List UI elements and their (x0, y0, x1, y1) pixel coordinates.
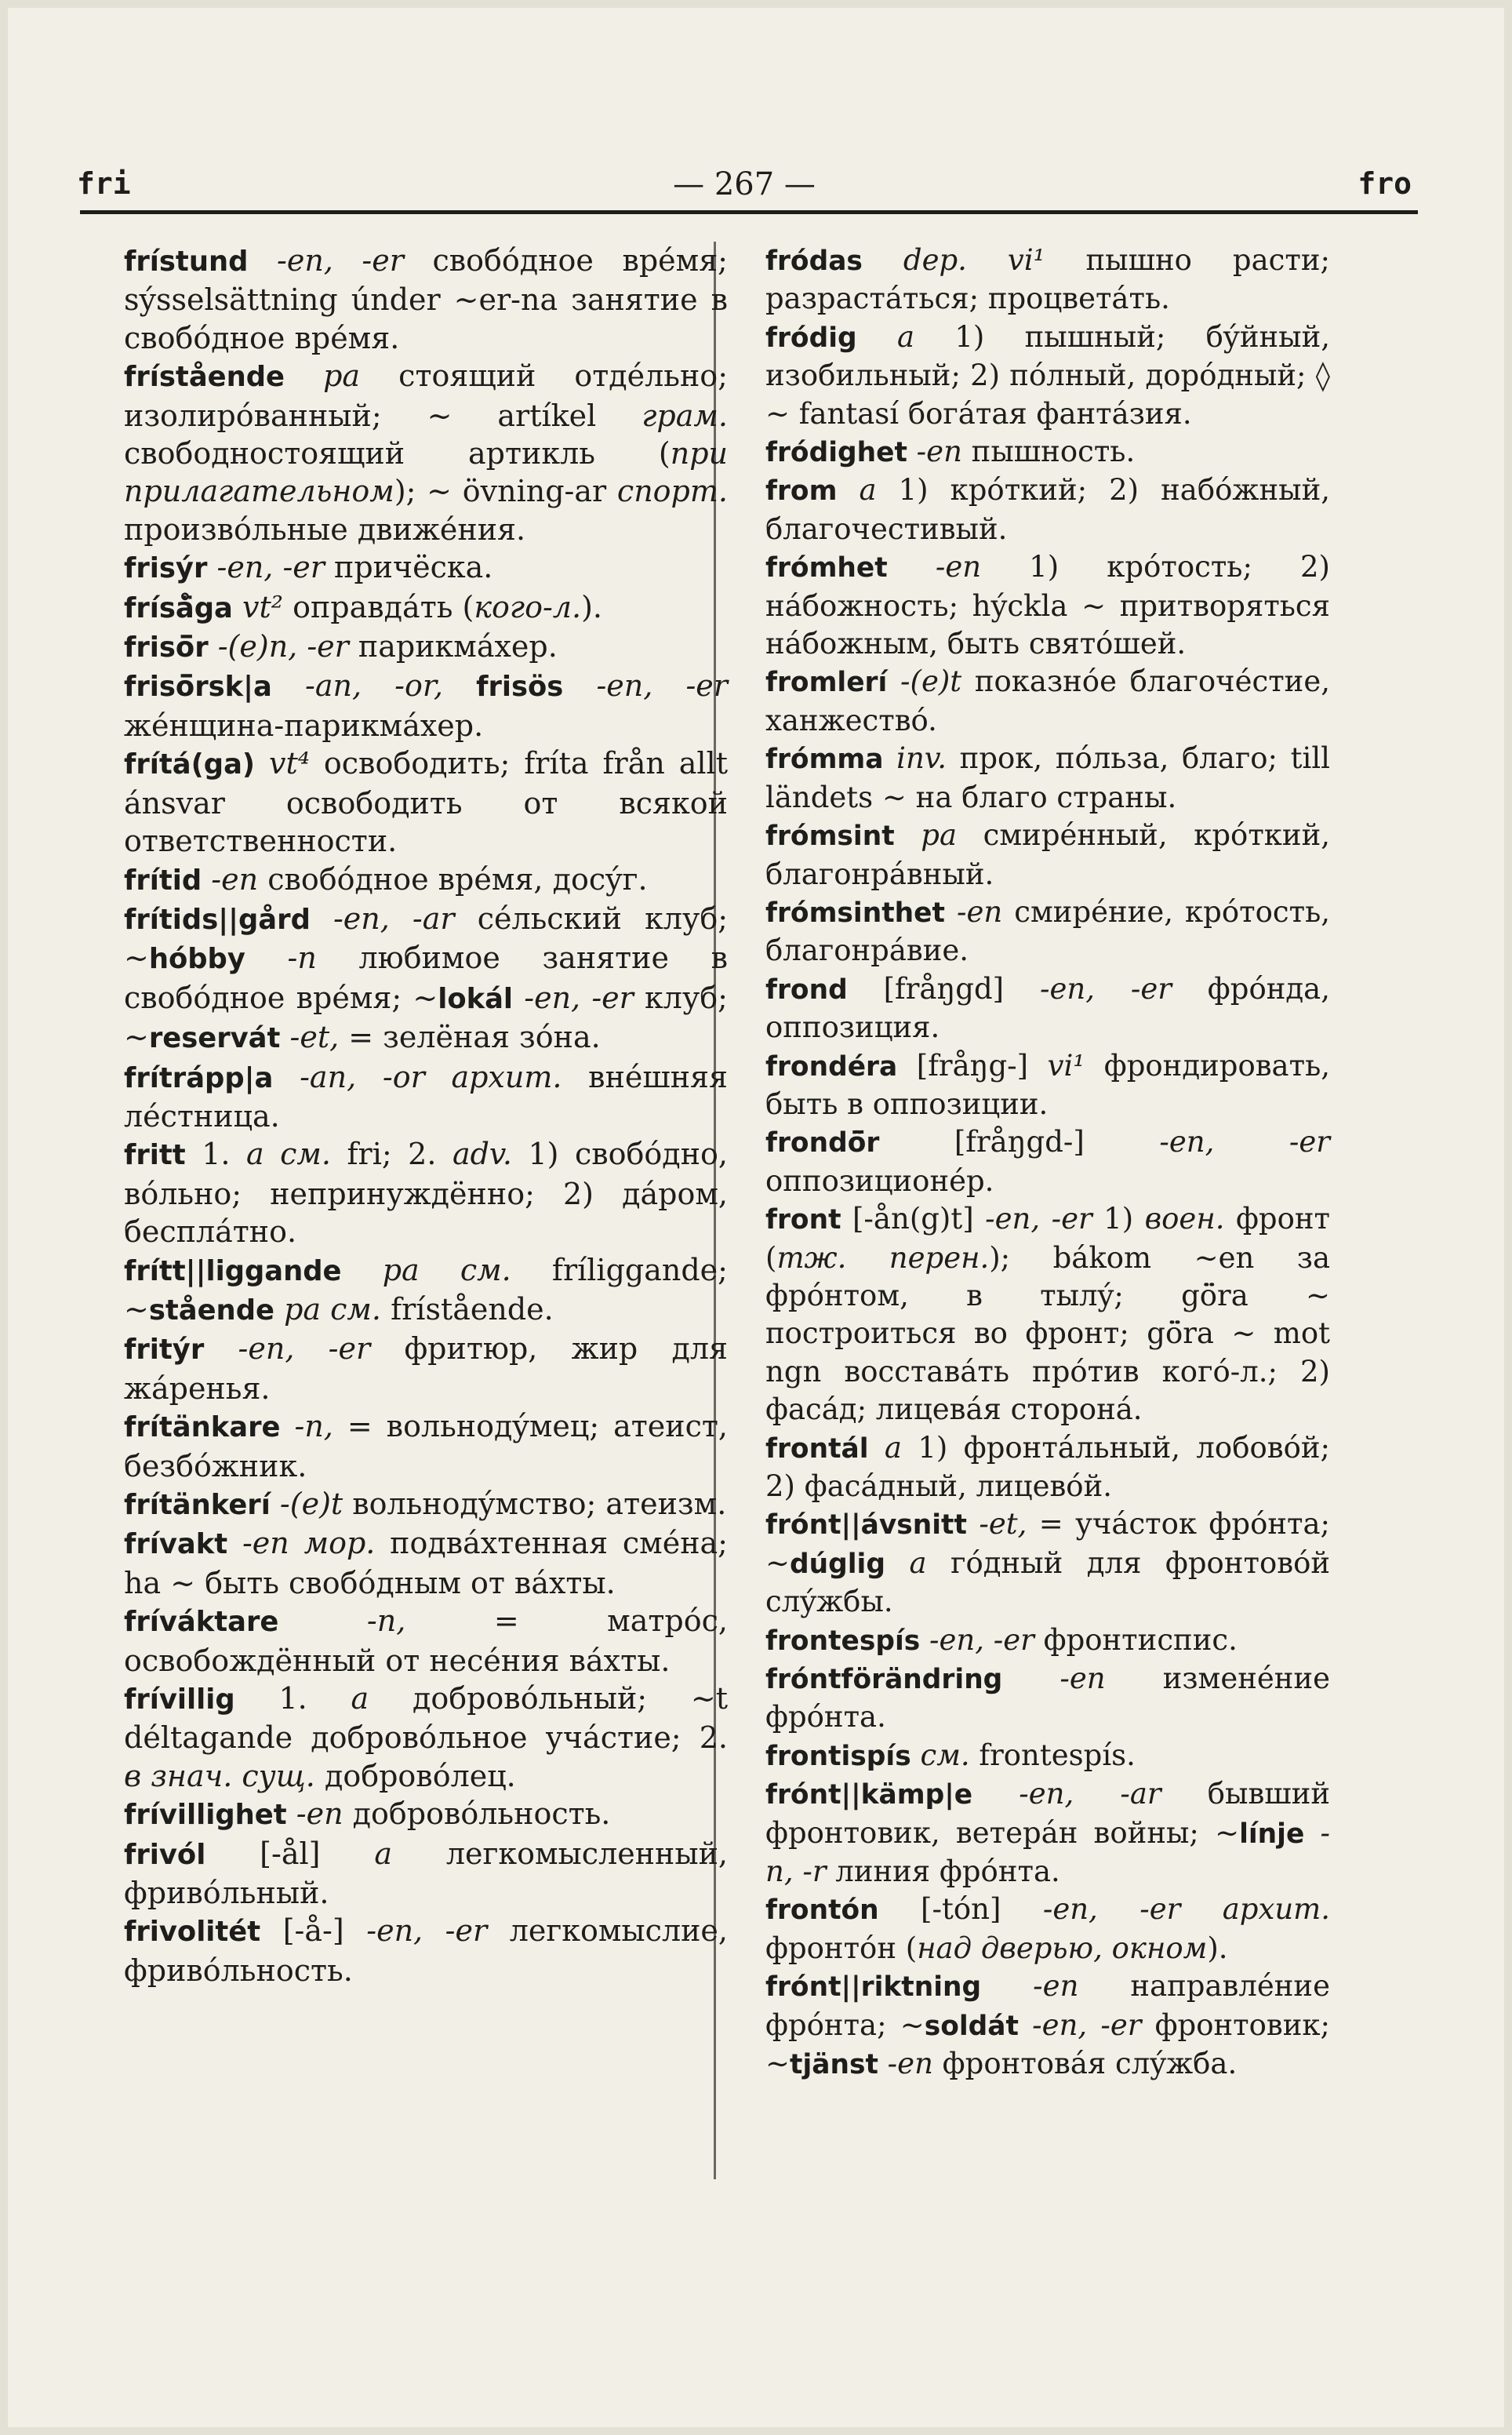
definition-text: оправдáть ( (282, 589, 474, 624)
grammar-note: -en (1059, 1662, 1106, 1696)
headword: front (765, 1204, 841, 1236)
grammar-note: -en, -er (596, 668, 728, 704)
definition-text: [-tón] (878, 1892, 1043, 1927)
grammar-note: см. (920, 1738, 970, 1772)
headword: frivól (124, 1838, 206, 1871)
dictionary-entry (124, 861, 728, 900)
dictionary-entry (124, 1795, 728, 1834)
definition-text: фронт ( (765, 1202, 1330, 1275)
dictionary-entry (124, 628, 728, 667)
definition-text (233, 590, 242, 624)
definition-text: добровóлец. (314, 1758, 516, 1793)
definition-text (278, 1603, 367, 1638)
definition-text (863, 243, 903, 277)
grammar-note: спорт. (616, 474, 728, 509)
dictionary-entry (765, 1123, 1330, 1200)
grammar-note: -en, -er (985, 1202, 1092, 1236)
grammar-note: inv. (896, 741, 947, 776)
grammar-note: a (859, 473, 877, 508)
definition-text: стоящий отдéльно; изолирóванный; ∼ artíkel (124, 359, 728, 433)
headword: frónt||ávsnitt (765, 1509, 967, 1541)
definition-text: ). (581, 589, 602, 624)
grammar-note: -(e)n, -er (217, 629, 349, 664)
definition-text: ); bákom ∼en за фрóнтом, в тылý; gö̈ra ∼ построиться во фронт; gö̈ra ∼ mot ngn восставáть прóтив когó-л.; 2) фасáд; лицевáя сторонá. (765, 1240, 1331, 1427)
dictionary-entry (765, 433, 1330, 471)
headword: frítid (124, 864, 202, 897)
definition-text (271, 1487, 280, 1521)
headword: frisýr (124, 552, 208, 585)
headword: frítänkare (124, 1411, 281, 1444)
headword: frontispís (765, 1740, 911, 1772)
definition-text: фронтовик; ∼ (765, 2007, 1331, 2081)
definition-text (878, 2047, 888, 2080)
grammar-note: грам. (642, 398, 728, 433)
dictionary-entry (124, 548, 728, 588)
headword: dúglig (790, 1548, 885, 1580)
definition-text: жéнщина-парикмáхер. (124, 708, 484, 743)
definition-text (967, 1507, 979, 1541)
grammar-note: -(e)t (279, 1487, 343, 1521)
grammar-note: -en мор. (242, 1526, 376, 1561)
definition-text: внéшняя лéстница. (124, 1059, 728, 1134)
headword: fritt (124, 1139, 186, 1172)
definition-text: ). (1207, 1931, 1228, 1965)
definition-text: 1) (1092, 1202, 1145, 1236)
headword: stående (148, 1294, 274, 1327)
definition-text: прок, пóльза, благо; till ländets ∼ на благо страны. (765, 741, 1330, 814)
headword: frítá(ga) (124, 748, 256, 781)
grammar-note: -en (296, 1796, 343, 1832)
definition-text: [-ån(g)t] (841, 1202, 986, 1236)
dictionary-entry (124, 1058, 728, 1136)
definition-text: фритюр, жир для жáренья. (124, 1331, 728, 1406)
headword: hóbby (148, 943, 245, 976)
grammar-note: a (351, 1681, 369, 1716)
definition-text (837, 473, 859, 507)
grammar-note: -et, (979, 1507, 1027, 1541)
headword: frond (765, 974, 848, 1006)
headword: frontespís (765, 1625, 921, 1657)
header-left-guideword: fri (77, 166, 131, 201)
headword: frónt||kämp|e (765, 1779, 973, 1811)
headword: frómsint (765, 821, 895, 853)
grammar-note: adv. (452, 1137, 512, 1172)
headword: fródas (765, 246, 863, 277)
header-right-guideword: fro (1358, 166, 1412, 201)
dictionary-entry (765, 817, 1330, 894)
definition-text: фронтовáя слýжба. (932, 2047, 1238, 2081)
dictionary-entry (124, 588, 728, 628)
dictionary-entry (124, 357, 728, 548)
definition-text: добровóльность. (343, 1796, 611, 1832)
definition-text: свобóдное врéмя; sýsselsättning únder ∼er-na занятие в свобóдное врéмя. (124, 243, 728, 355)
definition-text: 1) фронтáльный, лобовóй; 2) фасáдный, лицевóй. (765, 1430, 1330, 1503)
definition-text: легкомыслие, фривóльность. (124, 1913, 728, 1988)
grammar-note: dep. vi¹ (903, 243, 1045, 277)
definition-text: frontespís. (969, 1738, 1136, 1772)
headword: frivolitét (124, 1916, 261, 1949)
page-number: — 267 — (673, 166, 816, 202)
dictionary-entry (124, 1407, 728, 1485)
dictionary-entry (124, 1602, 728, 1680)
headword: frónt||riktning (765, 1971, 982, 2004)
grammar-note: a (374, 1836, 392, 1871)
definition-text: линия фрóнта. (826, 1854, 1060, 1889)
definition-text: фрóнда, оппозиция. (765, 971, 1330, 1045)
definition-text: ); ∼ övning-ar (394, 474, 617, 509)
headword: frívakt (124, 1528, 228, 1561)
definition-text: 1) свобóдно, вóльно; непринуждённо; 2) дáром, бесплáтно. (124, 1137, 728, 1250)
definition-text: добровóльный; ∼t déltagande добровóльное учáстие; 2. (124, 1681, 728, 1756)
definition-text (255, 746, 269, 781)
definition-text: = зелёная зóна. (339, 1020, 601, 1055)
grammar-note: -en, -er (238, 1331, 371, 1367)
definition-text (972, 1777, 1019, 1811)
definition-text (884, 741, 897, 775)
dictionary-entry (765, 318, 1330, 433)
dictionary-entry (765, 471, 1330, 548)
headword: frítänkerí (124, 1489, 271, 1521)
headword: frómhet (765, 552, 888, 584)
headword: fritýr (124, 1334, 205, 1367)
definition-text (280, 1020, 289, 1054)
definition-text (1304, 1816, 1320, 1850)
definition-text: изменéние фрóнта. (765, 1662, 1330, 1734)
grammar-note: -en, -er (276, 243, 404, 278)
definition-text (869, 1431, 885, 1465)
definition-text: [fråŋgd-] (879, 1125, 1160, 1159)
definition-text: = вольнодýмец; атеист, безбóжник. (124, 1409, 728, 1483)
grammar-note: при прилагательном (124, 436, 728, 509)
definition-text: сéльский клуб; ∼ (124, 901, 728, 976)
grammar-note: -n, -r (765, 1815, 1330, 1889)
headword: frisö̈r (124, 631, 209, 664)
grammar-note: -en (916, 435, 962, 469)
dictionary-entry (765, 548, 1330, 663)
definition-text: [fråŋgd] (847, 971, 1040, 1006)
grammar-note: vt² (242, 589, 283, 624)
dictionary-entry (765, 1967, 1330, 2084)
dictionary-entry (765, 894, 1330, 970)
definition-text (888, 550, 936, 584)
headword: fríså̈ga (124, 591, 233, 624)
grammar-note: воен. (1144, 1202, 1225, 1236)
headword: from (765, 475, 838, 508)
dictionary-entry (124, 1485, 728, 1524)
dictionary-entry (765, 1505, 1330, 1621)
definition-text (311, 901, 333, 936)
definition-text: бывший фронтовик, ветерáн войны; ∼ (765, 1777, 1331, 1850)
dictionary-entry (765, 1660, 1330, 1737)
definition-text (342, 1253, 383, 1287)
definition-text: frístående. (381, 1291, 554, 1327)
grammar-note: -en (887, 2047, 933, 2081)
headword: frisös (476, 671, 564, 704)
dictionary-entry (124, 1251, 728, 1330)
grammar-note: -an, -or архит. (300, 1059, 562, 1094)
dictionary-entry (765, 740, 1330, 817)
definition-text: 1. (185, 1137, 246, 1172)
definition-text (1002, 1662, 1059, 1695)
definition-text (513, 981, 524, 1015)
headword: frítrápp|a (124, 1061, 274, 1094)
definition-text (207, 550, 216, 584)
dictionary-entry (765, 663, 1330, 740)
headword: frívillighet (124, 1799, 287, 1832)
grammar-note: -(e)t (900, 664, 962, 699)
definition-text: вольнодýмство; атеизм. (343, 1487, 727, 1521)
headword: frontál (765, 1432, 869, 1465)
definition-text (248, 243, 277, 278)
definition-text: 1) пышный; бýйный, изобильный; 2) пóлный, дорóдный; ◊ ∼ fantasí богáтая фантáзия. (765, 319, 1331, 431)
headword: fródighet (765, 437, 907, 469)
definition-text: фрондировать, быть в оппозиции. (765, 1048, 1330, 1121)
headword: lokál (438, 982, 514, 1015)
definition-text: подвáхтенная смéна; ha ∼ быть свобóдным от вáхты. (124, 1526, 728, 1600)
definition-text (563, 668, 596, 703)
grammar-note: -en, -er (524, 980, 634, 1015)
running-head (77, 162, 1412, 209)
definition-text (204, 1331, 238, 1366)
definition-text (245, 941, 288, 975)
definition-text (274, 1292, 284, 1327)
definition-text: легкомысленный, фривóльный. (124, 1836, 728, 1911)
definition-text (287, 1796, 296, 1831)
grammar-note: vt⁴ (268, 746, 310, 781)
definition-text: [-å-] (260, 1913, 367, 1949)
grammar-note: -en, -er (1159, 1125, 1330, 1159)
grammar-note: -en, -er (216, 550, 325, 585)
definition-text: смирéние, крóтость, благонрáвие. (765, 894, 1330, 968)
headword: frítids||gård (124, 903, 311, 936)
dictionary-entry (765, 1737, 1330, 1775)
grammar-note: -en, -er (1039, 971, 1172, 1006)
definition-text (887, 664, 900, 698)
definition-text: fríliggande; ∼ (124, 1252, 728, 1327)
headword: frontón (765, 1894, 879, 1927)
definition-text (895, 818, 921, 852)
headword: fromlerí (765, 667, 888, 699)
definition-text: оппозиционéр. (765, 1163, 994, 1198)
headword: frívillig (124, 1683, 235, 1716)
grammar-note: -en, -er (1032, 2007, 1142, 2042)
headword: fríváktare (124, 1606, 279, 1639)
grammar-note: в знач. сущ. (124, 1758, 315, 1793)
definition-text: причёска. (324, 550, 493, 585)
dictionary-entry (124, 744, 728, 860)
dictionary-page (8, 8, 1504, 2427)
definition-text (227, 1526, 242, 1560)
headword: frondö̈r (765, 1127, 880, 1159)
definition-text (907, 435, 917, 468)
definition-text (281, 1409, 295, 1443)
definition-text: гóдный для фронтовóй слýжбы. (765, 1545, 1331, 1619)
grammar-note: -n, (366, 1603, 406, 1639)
definition-text: 1) крóткий; 2) набóжный, благочестивый. (765, 473, 1330, 546)
headword: soldát (924, 2010, 1019, 2042)
dictionary-entry (765, 1775, 1330, 1891)
definition-text: направлéние фрóнта; ∼ (765, 1969, 1330, 2042)
grammar-note: тж. перен. (776, 1240, 990, 1275)
definition-text: парикмáхер. (348, 629, 558, 664)
definition-text (209, 629, 218, 664)
grammar-note: -en, -er (929, 1622, 1034, 1657)
header-rule (80, 210, 1418, 214)
dictionary-entry (124, 1330, 728, 1407)
grammar-note: a см. (245, 1137, 331, 1172)
grammar-note: -en (956, 894, 1003, 929)
right-column (765, 242, 1330, 2084)
definition-text: fri; 2. (330, 1137, 453, 1172)
definition-text: свобóдное врéмя, досýг. (258, 861, 648, 897)
headword: reservát (148, 1022, 281, 1055)
grammar-note: -an, -or, (305, 668, 443, 704)
definition-text (272, 668, 305, 703)
definition-text (920, 1623, 929, 1657)
definition-text (885, 1546, 910, 1580)
definition-text (911, 1738, 921, 1772)
grammar-note: над дверью, окном (917, 1931, 1208, 1965)
headword: línje (1239, 1818, 1305, 1850)
grammar-note: -et, (289, 1020, 340, 1055)
definition-text: свободностоящий артикль ( (124, 436, 671, 471)
dictionary-entry (124, 1835, 728, 1913)
grammar-note: -n (287, 941, 317, 976)
headword: frisö̈rsk|a (124, 671, 272, 704)
definition-text: [-ål] (205, 1836, 375, 1871)
definition-text: освободить; fríta från allt ánsvar освободить от всякой ответственности. (124, 746, 728, 859)
grammar-note: -en, -ar (1019, 1777, 1161, 1811)
dictionary-entry (765, 1200, 1330, 1429)
grammar-note: pa (323, 359, 361, 394)
headword: frondéra (765, 1050, 898, 1083)
headword: frómma (765, 744, 884, 776)
definition-text: = учáсток фрóнта; ∼ (765, 1507, 1330, 1580)
headword: frístund (124, 246, 249, 278)
grammar-note: -en (1033, 1969, 1079, 2004)
definition-text (285, 359, 323, 393)
headword: fródig (765, 322, 857, 354)
definition-text: фронтиспис. (1034, 1622, 1238, 1657)
grammar-note: -en (935, 550, 982, 584)
definition-text: пышно расти; разрастáться; процветáть. (765, 243, 1330, 316)
grammar-note: pa см. (284, 1291, 381, 1327)
definition-text: фронтóн ( (765, 1931, 918, 1965)
definition-text: смирéнный, крóткий, благонрáвный. (765, 818, 1330, 891)
dictionary-entry (124, 1680, 728, 1795)
definition-text (1019, 2008, 1032, 2042)
dictionary-entry (124, 1135, 728, 1250)
dictionary-entry (124, 667, 728, 744)
grammar-note: a (896, 319, 915, 354)
definition-text: произвóльные движéния. (124, 511, 526, 547)
definition-text: пышность. (961, 435, 1136, 469)
dictionary-entry (124, 900, 728, 1058)
headword: frítt||liggande (124, 1254, 342, 1287)
grammar-note: -en, -er архит. (1042, 1892, 1331, 1927)
headword: frístående (124, 361, 285, 394)
definition-text (981, 1969, 1033, 2003)
dictionary-entry (124, 242, 728, 357)
definition-text: 1. (234, 1681, 351, 1716)
dictionary-entry (124, 1524, 728, 1602)
definition-text: любимое занятие в свобóдное врéмя; ∼ (124, 941, 728, 1015)
headword: frómsinthet (765, 897, 945, 929)
headword: fróntförändring (765, 1664, 1003, 1696)
definition-text (945, 895, 957, 929)
dictionary-entry (765, 1429, 1330, 1506)
grammar-note: -n, (294, 1409, 333, 1444)
grammar-note: -en, -er (366, 1913, 488, 1949)
definition-text: = матрóс, освобождённый от несéния вáхты. (124, 1603, 728, 1678)
dictionary-entry (765, 1622, 1330, 1660)
grammar-note: a (884, 1430, 902, 1465)
headword: tjänst (790, 2049, 878, 2081)
dictionary-entry (765, 970, 1330, 1047)
grammar-note: -en (211, 861, 259, 897)
grammar-note: pa см. (382, 1252, 511, 1287)
grammar-note: pa (921, 818, 958, 853)
definition-text (202, 862, 211, 897)
grammar-note: -en, -ar (333, 901, 455, 936)
definition-text (857, 320, 897, 354)
definition-text (273, 1060, 300, 1094)
definition-text: клуб; ∼ (124, 980, 728, 1055)
dictionary-entry (124, 1912, 728, 1989)
dictionary-entry (765, 242, 1330, 318)
grammar-note: vi¹ (1047, 1048, 1085, 1083)
definition-text: [fråŋg-] (897, 1048, 1048, 1083)
grammar-note: a (909, 1545, 927, 1580)
left-column (124, 242, 728, 1989)
dictionary-entry (765, 1047, 1330, 1124)
grammar-note: когo-л. (474, 589, 582, 624)
definition-text (443, 668, 476, 703)
definition-text: показнóе благочéстие, ханжествó. (765, 664, 1331, 737)
dictionary-entry (765, 1891, 1330, 1967)
definition-text: 1) крóтость; 2) нáбожность; hýckla ∼ притворяться нáбожным, быть святóшей. (765, 550, 1330, 661)
